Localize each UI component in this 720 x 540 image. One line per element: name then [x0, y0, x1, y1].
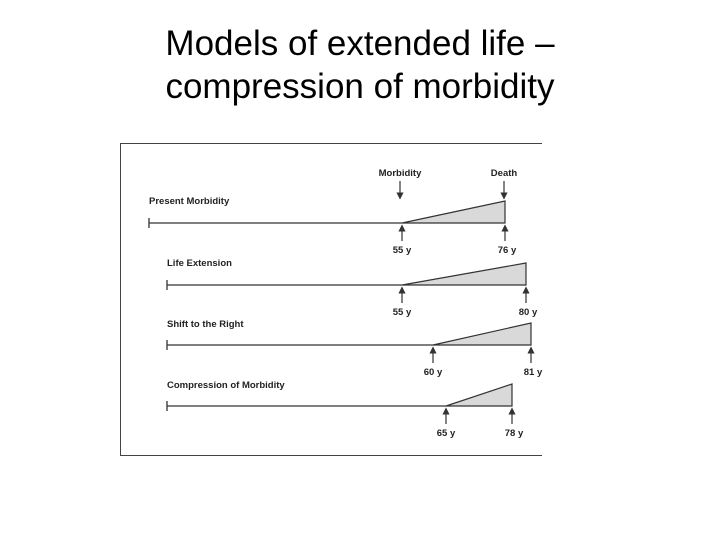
morbidity-age-label: 55 y [392, 307, 412, 318]
morbidity-age-label: 65 y [436, 428, 456, 439]
title-line-1: Models of extended life – [165, 24, 555, 63]
title-line-2: compression of morbidity [165, 67, 555, 106]
morbidity-age-label: 60 y [423, 367, 443, 378]
row-label: Shift to the Right [167, 319, 244, 330]
slide-title [0, 22, 720, 108]
death-age-label: 81 y [523, 367, 543, 378]
death-age-label: 78 y [504, 428, 524, 439]
row-label: Present Morbidity [149, 196, 230, 207]
scenario-rows [149, 196, 543, 439]
morbidity-wedge [433, 323, 531, 345]
death-age-label: 80 y [518, 307, 538, 318]
death-age-label: 76 y [497, 245, 517, 256]
morbidity-models-figure [120, 143, 542, 456]
morbidity-diagram [121, 144, 543, 457]
morbidity-wedge [402, 201, 505, 223]
row-label: Compression of Morbidity [167, 380, 285, 391]
header-morbidity: Morbidity [378, 168, 422, 179]
morbidity-wedge [446, 384, 512, 406]
row-label: Life Extension [167, 258, 232, 269]
morbidity-wedge [402, 263, 526, 285]
morbidity-age-label: 55 y [392, 245, 412, 256]
header-death: Death [490, 168, 518, 179]
